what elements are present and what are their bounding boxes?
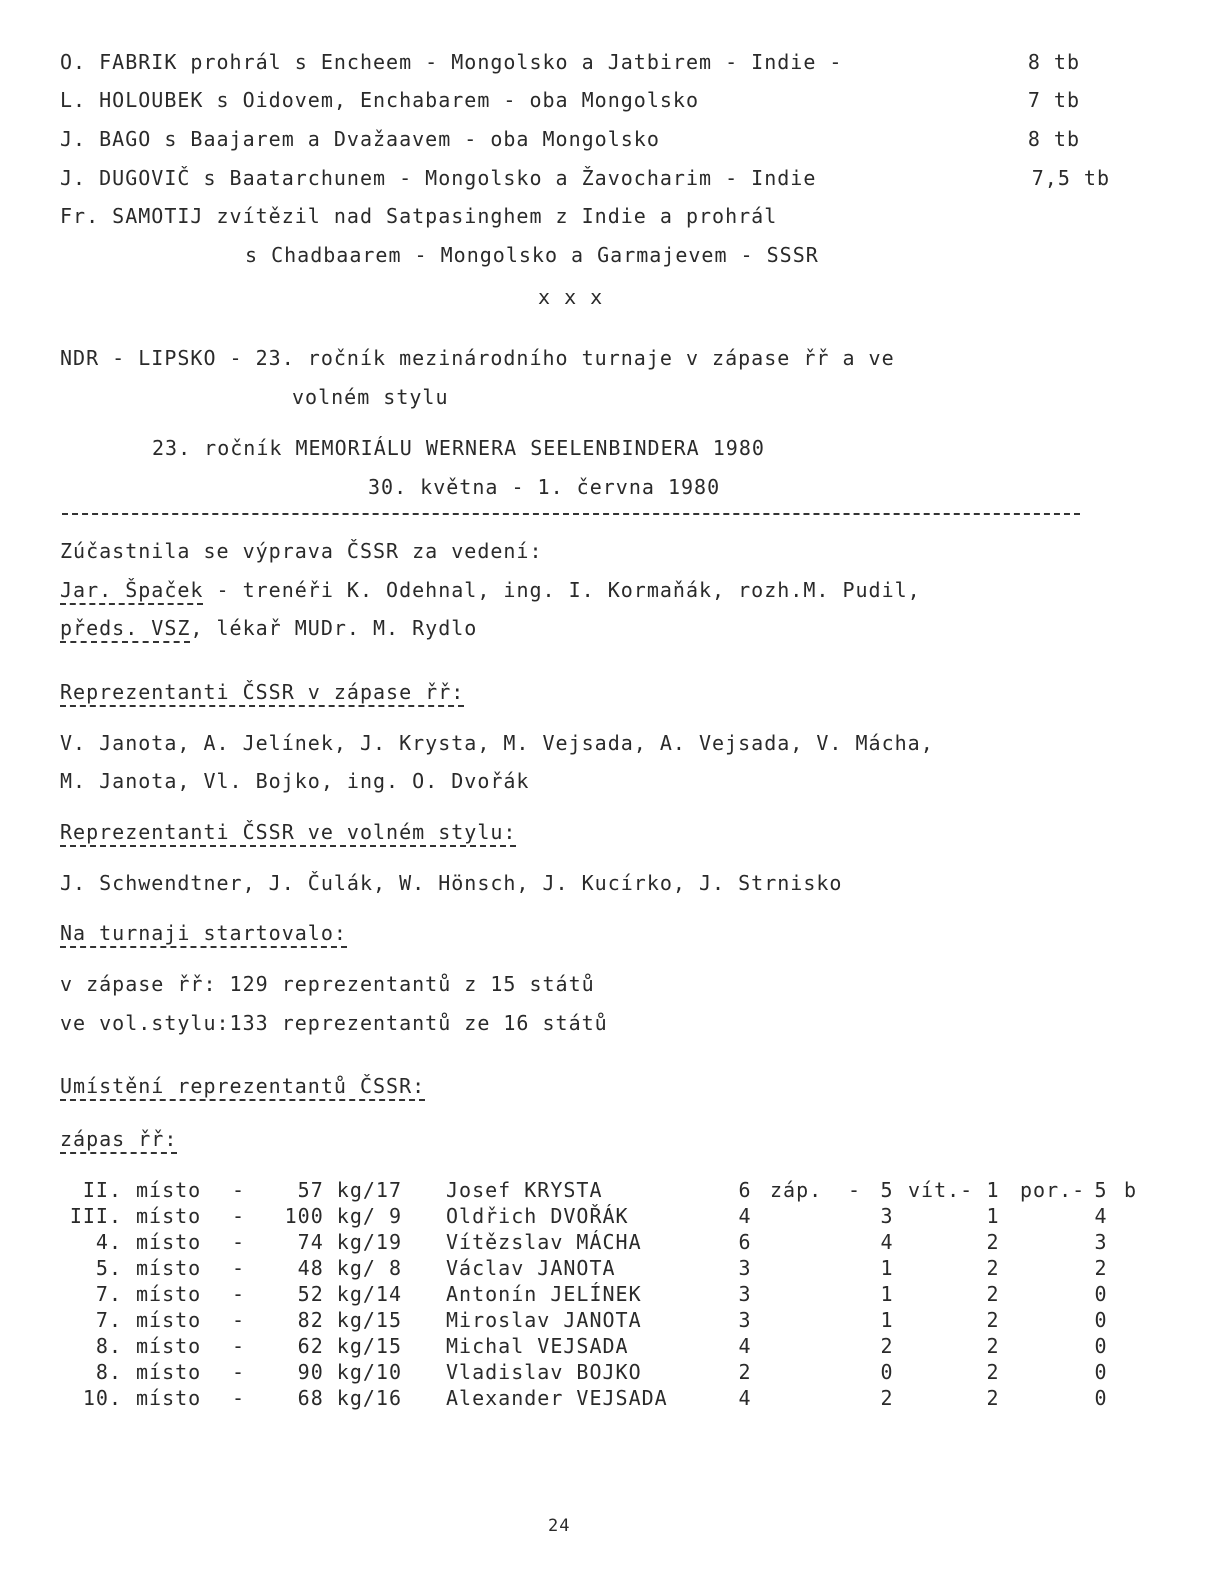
weight: 90 kg/10 (297, 1360, 402, 1384)
table-row (0, 1308, 1208, 1334)
place: 5. (95, 1256, 122, 1280)
wrestler-name: Michal VEJSADA (446, 1334, 629, 1358)
weight: 82 kg/15 (297, 1308, 402, 1332)
table-row (0, 1230, 1208, 1256)
bouts: 3 (738, 1256, 752, 1280)
place-word: místo (136, 1256, 202, 1280)
event-title: 23. ročník MEMORIÁLU WERNERA SEELENBINDERA 1980 (152, 436, 765, 460)
weight: 62 kg/15 (297, 1334, 402, 1358)
table-row (0, 1256, 1208, 1282)
wins: 5 (880, 1178, 894, 1202)
points: 5 (1094, 1178, 1108, 1202)
greco-heading-text: Reprezentanti ČSSR v zápase řř: (60, 680, 464, 707)
points: 3 (1094, 1230, 1108, 1254)
result-score-4: 7,5 tb (1031, 166, 1110, 190)
weight: 57 kg/17 (297, 1178, 402, 1202)
bouts: 2 (738, 1360, 752, 1384)
wrestler-name: Antonín JELÍNEK (446, 1282, 642, 1306)
expedition-chair (60, 616, 477, 640)
place-word: místo (136, 1360, 202, 1384)
placement-subheading-text: zápas řř: (60, 1127, 177, 1154)
place: 7. (95, 1308, 122, 1332)
losses: 2 (986, 1386, 1000, 1410)
place: 10. (82, 1386, 122, 1410)
leader-rest: - trenéři K. Odehnal, ing. I. Kormaňák, rozh.M. Pudil, (203, 578, 921, 602)
greco-line-1: V. Janota, A. Jelínek, J. Krysta, M. Vejsada, A. Vejsada, V. Mácha, (60, 731, 934, 755)
losses: 2 (986, 1230, 1000, 1254)
points: 0 (1094, 1360, 1108, 1384)
separator: x x x (538, 285, 604, 309)
place: 8. (95, 1360, 122, 1384)
weight: 52 kg/14 (297, 1282, 402, 1306)
weight: 74 kg/19 (297, 1230, 402, 1254)
wrestler-name: Josef KRYSTA (446, 1178, 603, 1202)
freestyle-heading (60, 820, 516, 844)
table-row (0, 1204, 1208, 1230)
place-word: místo (136, 1386, 202, 1410)
placement-table (0, 1178, 1208, 1418)
place-word: místo (136, 1308, 202, 1332)
bouts: 6 (738, 1230, 752, 1254)
chair-rest: , lékař MUDr. M. Rydlo (190, 616, 478, 640)
place-word: místo (136, 1282, 202, 1306)
wins: 1 (880, 1308, 894, 1332)
dash: - (232, 1308, 246, 1332)
losses-label: por.- (1020, 1178, 1086, 1202)
dash: - (232, 1360, 246, 1384)
expedition-intro: Zúčastnila se výprava ČSSR za vedení: (60, 539, 543, 563)
wins: 2 (880, 1386, 894, 1410)
event-line-1: NDR - LIPSKO - 23. ročník mezinárodního turnaje v zápase řř a ve (60, 346, 895, 370)
points: 0 (1094, 1334, 1108, 1358)
losses: 2 (986, 1360, 1000, 1384)
wrestler-name: Miroslav JANOTA (446, 1308, 642, 1332)
place-word: místo (136, 1230, 202, 1254)
dash: - (232, 1178, 246, 1202)
start-heading (60, 921, 347, 945)
event-dates: 30. května - 1. června 1980 (368, 475, 721, 499)
dash: - (232, 1334, 246, 1358)
points: 0 (1094, 1308, 1108, 1332)
dash: - (232, 1256, 246, 1280)
wins: 2 (880, 1334, 894, 1358)
header-dash: - (848, 1178, 862, 1202)
freestyle-heading-text: Reprezentanti ČSSR ve volném stylu: (60, 820, 516, 847)
result-line-2: L. HOLOUBEK s Oidovem, Enchabarem - oba Mongolsko (60, 88, 700, 112)
result-line-4: J. DUGOVIČ s Baatarchunem - Mongolsko a Žavocharim - Indie (60, 166, 817, 190)
weight: 100 kg/ 9 (284, 1204, 402, 1228)
place: 4. (95, 1230, 122, 1254)
table-row (0, 1334, 1208, 1360)
wins: 4 (880, 1230, 894, 1254)
start-heading-text: Na turnaji startovalo: (60, 921, 347, 948)
greco-heading (60, 680, 464, 704)
table-row (0, 1360, 1208, 1386)
bouts: 3 (738, 1308, 752, 1332)
wrestler-name: Alexander VEJSADA (446, 1386, 668, 1410)
result-line-1: O. FABRIK prohrál s Encheem - Mongolsko a Jatbirem - Indie - (60, 50, 843, 74)
page-number: 24 (548, 1516, 571, 1536)
bouts: 4 (738, 1334, 752, 1358)
leader-name: Jar. Špaček (60, 578, 203, 605)
wrestler-name: Vladislav BOJKO (446, 1360, 642, 1384)
place-word: místo (136, 1178, 202, 1202)
freestyle-line-1: J. Schwendtner, J. Čulák, W. Hönsch, J. Kucírko, J. Strnisko (60, 871, 843, 895)
divider (62, 513, 1080, 515)
bouts: 4 (738, 1204, 752, 1228)
place: 8. (95, 1334, 122, 1358)
result-score-3: 8 tb (1027, 127, 1080, 151)
points: 0 (1094, 1282, 1108, 1306)
losses: 2 (986, 1334, 1000, 1358)
result-line-3: J. BAGO s Baajarem a Dvažaavem - oba Mongolsko (60, 127, 660, 151)
wins: 1 (880, 1256, 894, 1280)
points: 2 (1094, 1256, 1108, 1280)
result-line-5: Fr. SAMOTIJ zvítězil nad Satpasinghem z Indie a prohrál (60, 204, 778, 228)
table-row (0, 1178, 1208, 1204)
dash: - (232, 1282, 246, 1306)
dash: - (232, 1230, 246, 1254)
place: II. (82, 1178, 122, 1202)
bouts-label: záp. (770, 1178, 823, 1202)
bouts: 3 (738, 1282, 752, 1306)
wrestler-name: Oldřich DVOŘÁK (446, 1204, 629, 1228)
place-word: místo (136, 1334, 202, 1358)
weight: 68 kg/16 (297, 1386, 402, 1410)
place: III. (69, 1204, 122, 1228)
table-row (0, 1386, 1208, 1412)
points: 0 (1094, 1386, 1108, 1410)
bouts: 4 (738, 1386, 752, 1410)
result-line-6: s Chadbaarem - Mongolsko a Garmajevem - SSSR (245, 243, 819, 267)
losses: 1 (986, 1178, 1000, 1202)
result-score-1: 8 tb (1027, 50, 1080, 74)
result-score-2: 7 tb (1027, 88, 1080, 112)
place: 7. (95, 1282, 122, 1306)
weight: 48 kg/ 8 (297, 1256, 402, 1280)
placement-heading (60, 1074, 425, 1098)
greco-line-2: M. Janota, Vl. Bojko, ing. O. Dvořák (60, 769, 530, 793)
start-line-1: v zápase řř: 129 reprezentantů z 15 států (60, 972, 595, 996)
points-label: b (1124, 1178, 1138, 1202)
chair-name: předs. VSZ (60, 616, 190, 643)
wrestler-name: Vítězslav MÁCHA (446, 1230, 642, 1254)
dash: - (232, 1204, 246, 1228)
start-line-2: ve vol.stylu:133 reprezentantů ze 16 států (60, 1011, 608, 1035)
dash: - (232, 1386, 246, 1410)
wins-label: vít.- (908, 1178, 974, 1202)
wrestler-name: Václav JANOTA (446, 1256, 616, 1280)
placement-subheading (60, 1127, 177, 1151)
placement-heading-text: Umístění reprezentantů ČSSR: (60, 1074, 425, 1101)
wins: 1 (880, 1282, 894, 1306)
losses: 1 (986, 1204, 1000, 1228)
event-line-2: volném stylu (292, 385, 449, 409)
place-word: místo (136, 1204, 202, 1228)
table-row (0, 1282, 1208, 1308)
points: 4 (1094, 1204, 1108, 1228)
wins: 0 (880, 1360, 894, 1384)
wins: 3 (880, 1204, 894, 1228)
losses: 2 (986, 1256, 1000, 1280)
losses: 2 (986, 1308, 1000, 1332)
expedition-leaders (60, 578, 921, 602)
losses: 2 (986, 1282, 1000, 1306)
bouts: 6 (738, 1178, 752, 1202)
